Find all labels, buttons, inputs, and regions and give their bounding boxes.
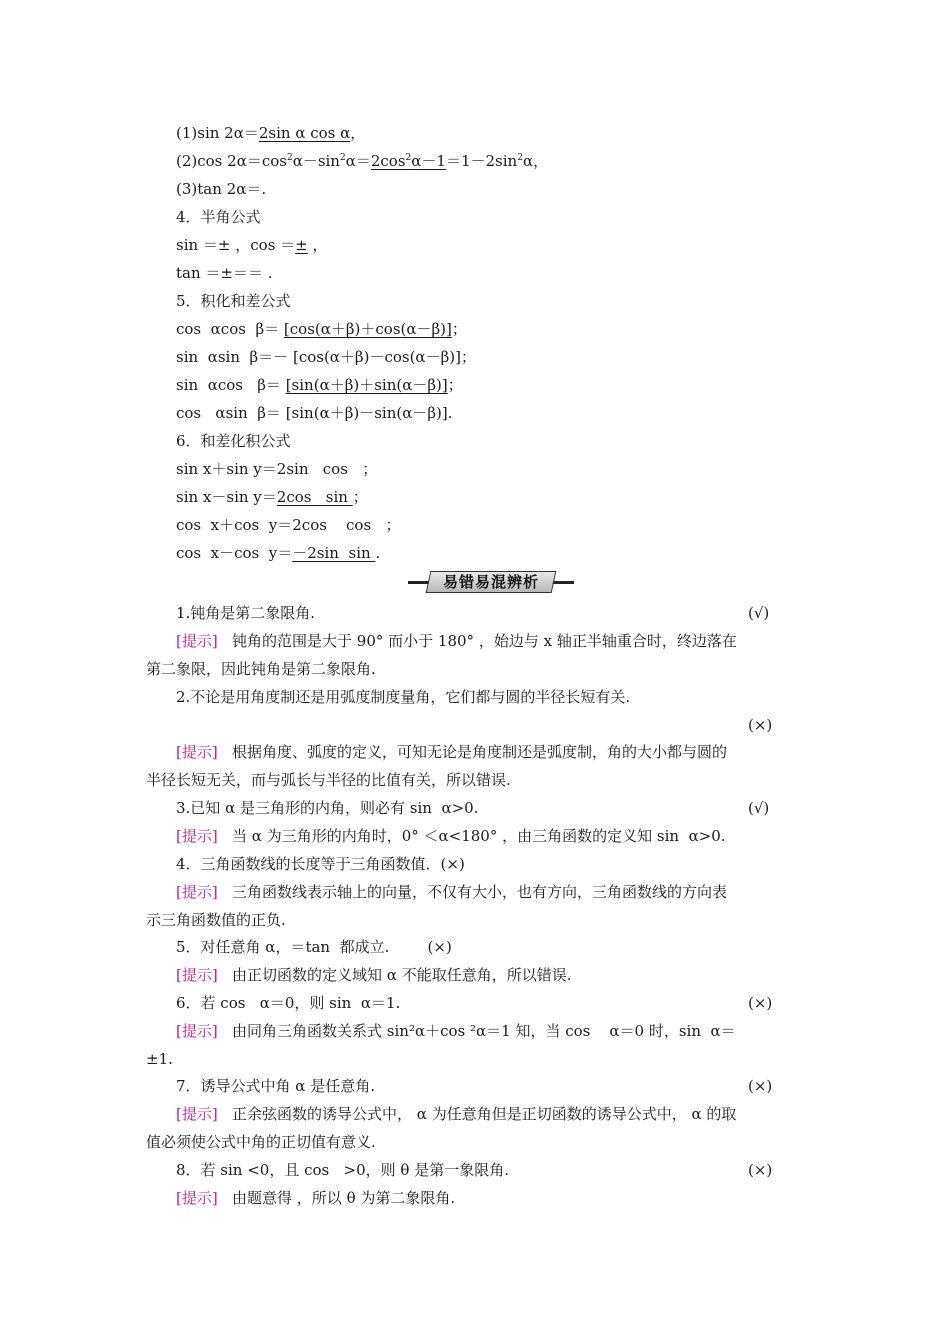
product-to-sum-heading: 5．积化和差公式 [176,292,291,310]
hint-label: [提示] [176,1022,218,1040]
item-5-question: 5．对任意角 α，＝tan 都成立. (×) [176,938,452,956]
item-7-mark: (×) [748,1077,773,1095]
item-4-hint-line-1: [提示] 三角函数线表示轴上的向量，不仅有大小，也有方向，三角函数线的方向表 [176,883,728,901]
item-1-hint-line-2: 第二象限，因此钝角是第二象限角. [146,660,376,678]
item-3-mark: (√) [748,799,770,817]
product-to-sum-line-2: sin αsin β＝－ [cos(α＋β)－cos(α－β)]； [176,348,476,366]
double-angle-sin: (1)sin 2α＝2sin α cos α， [176,124,366,142]
item-2-mark: (×) [748,716,773,734]
half-angle-line-1: sin ＝± ，cos ＝± ， [176,236,328,254]
product-to-sum-line-3: sin αcos β＝ [sin(α＋β)＋sin(α－β)]； [176,376,463,394]
sum-to-product-line-3: cos x＋cos y＝2cos cos ； [176,516,401,534]
product-to-sum-line-1: cos αcos β＝ [cos(α＋β)＋cos(α－β)]； [176,320,467,338]
hint-label: [提示] [176,883,218,901]
item-3-hint-line-1: [提示] 当 α 为三角形的内角时，0° ＜α<180° ，由三角函数的定义知 sin α>0. [176,827,726,845]
hint-label: [提示] [176,827,218,845]
item-3-question: 3.已知 α 是三角形的内角，则必有 sin α>0. [176,799,479,817]
hint-label: [提示] [176,1105,218,1123]
hint-label: [提示] [176,632,218,650]
item-6-hint-line-1: [提示] 由同角三角函数关系式 sin²α＋cos ²α＝1 知，当 cos α＝0 时，sin α＝ [176,1022,736,1040]
item-2-hint-line-1: [提示] 根据角度、弧度的定义，可知无论是角度制还是弧度制，角的大小都与圆的 [176,743,728,761]
hint-label: [提示] [176,1189,218,1207]
item-6-question: 6．若 cos α＝0，则 sin α＝1. [176,994,401,1012]
item-8-question: 8．若 sin <0，且 cos >0，则 θ 是第一象限角. [176,1161,509,1179]
banner-rule-right [552,581,574,584]
item-4-question: 4．三角函数线的长度等于三角函数值．(×) [176,855,465,873]
product-to-sum-line-4: cos αsin β＝ [sin(α＋β)－sin(α－β)]. [176,404,453,422]
item-7-hint-line-1: [提示] 正余弦函数的诱导公式中， α 为任意角但是正切函数的诱导公式中， α 的取 [176,1105,737,1123]
item-8-hint-line-1: [提示] 由题意得 ，所以 θ 为第二象限角. [176,1189,456,1207]
item-1-question: 1.钝角是第二象限角. [176,604,316,622]
double-angle-tan: (3)tan 2α＝. [176,180,267,198]
double-angle-cos: (2)cos $2\alpha=\cos^2\alpha-\sin^2\alpha=2\cos^2\alpha-1=1-2\sin^2\alpha$， [176,152,549,170]
item-6-hint-line-2: ±1. [146,1050,173,1068]
banner-title: 易错易混辨析 [442,573,539,591]
item-6-mark: (×) [748,994,773,1012]
sum-to-product-line-2: sin x－sin y＝2cos sin ； [176,488,368,506]
sum-to-product-line-1: sin x＋sin y＝2sin cos ； [176,460,378,478]
item-5-hint-line-1: [提示] 由正切函数的定义域知 α 不能取任意角，所以错误. [176,966,572,984]
half-angle-line-2: tan ＝±＝＝ . [176,264,273,282]
sum-to-product-line-4: cos x－cos y＝－2sin sin . [176,544,381,562]
item-2-hint-line-2: 半径长短无关，而与弧长与半径的比值有关，所以错误. [146,771,511,789]
item-4-hint-line-2: 示三角函数值的正负. [146,911,286,929]
half-angle-heading: 4．半角公式 [176,208,261,226]
hint-label: [提示] [176,966,218,984]
item-7-hint-line-2: 值必须使公式中角的正切值有意义. [146,1133,376,1151]
sum-to-product-heading: 6．和差化积公式 [176,432,291,450]
hint-label: [提示] [176,743,218,761]
section-banner [408,571,574,593]
item-7-question: 7．诱导公式中角 α 是任意角. [176,1077,375,1095]
item-8-mark: (×) [748,1161,773,1179]
item-1-hint-line-1: [提示] 钝角的范围是大于 90° 而小于 180° ，始边与 x 轴正半轴重合时，终边落在 [176,632,737,650]
item-2-question: 2.不论是用角度制还是用弧度制度量角，它们都与圆的半径长短有关. [176,688,631,706]
item-1-mark: (√) [748,604,770,622]
